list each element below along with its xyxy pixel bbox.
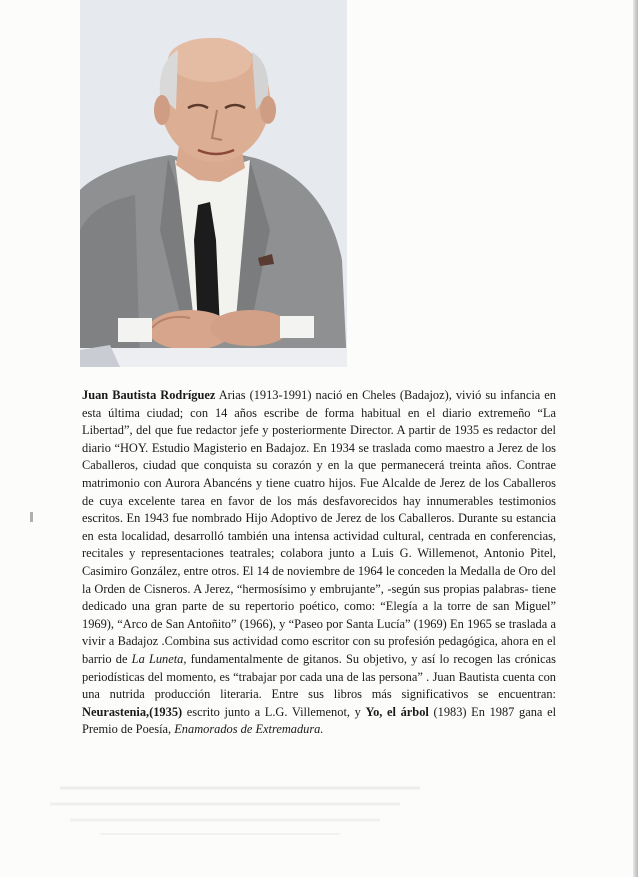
book-neurastenia: Neurastenia,(1935) xyxy=(82,704,183,719)
biography-paragraph xyxy=(82,387,556,739)
author-name: Juan Bautista Rodríguez xyxy=(82,388,216,402)
bio-segment-2: fundamentalmente de gitanos. Su objetivo, y así lo recogen las crónicas periodísticas del momento, es “trabajar por cada una de las persona” . Juan Bautista cuenta con una nutrida producción literaria. Entre sus libros más significativos se encuentran: xyxy=(82,651,556,702)
portrait-photo xyxy=(80,0,347,367)
page-edge-shadow xyxy=(633,0,638,877)
book-yo-el-arbol: Yo, el árbol xyxy=(365,704,429,719)
margin-mark xyxy=(30,512,33,522)
biography-text xyxy=(82,387,556,739)
la-luneta-title: La Luneta, xyxy=(131,651,187,666)
show-through-lines xyxy=(40,780,460,840)
bio-segment-4: (1983) En 1987 gana el Premio de Poesía, xyxy=(82,704,557,737)
bio-segment-3: escrito junto a L.G. Villemenot, y xyxy=(182,704,366,719)
award-title: Enamorados de Extremadura. xyxy=(174,722,324,737)
bio-segment-1: Arias (1913-1991) nació en Cheles (Badajoz), vivió su infancia en esta última ciudad; con 14 años escribe de forma habitual en el diario extremeño “La Libertad”, del que fue redactor jefe y posteriormente Director. A partir de 1935 es redactor del diario “HOY. Estudio Magisterio en Badajoz. En 1934 se traslada como maestro a Jerez de los Caballeros, ciudad que conquista su corazón y en la que permanecerá treinta años. Contrae matrimonio con Aurora Abancéns y tiene cuatro hijos. Fue Alcalde de Jerez de los Caballeros de cuya excelente tarea en favor de los más desfavorecidos hay innumerables testimonios escritos. En 1943 fue nombrado Hijo Adoptivo de Jerez de los Caballeros. Durante su estancia en esta localidad, desarrolló también una intensa actividad cultural, centrada en conferencias, recitales y representaciones teatrales; colabora junto a Luis G. Willemenot, Antonio Pitel, Casimiro González, entre otros. El 14 de noviembre de 1964 le conceden la Medalla de Oro del la Orden de Cisneros. A Jerez, “hermosísimo y embrujante”, -según sus propias palabras- tiene dedicado una gran parte de su repertorio poético, como: “Elegía a la torre de san Miguel” 1969), “Arco de San Antoñito” (1966), y “Paseo por Santa Lucía” (1969) En 1965 se traslada a vivir a Badajoz .Combina sus actividad como escritor con su profesión pedagógica, ahora en el barrio de xyxy=(82,388,556,666)
portrait-illustration xyxy=(80,0,347,367)
